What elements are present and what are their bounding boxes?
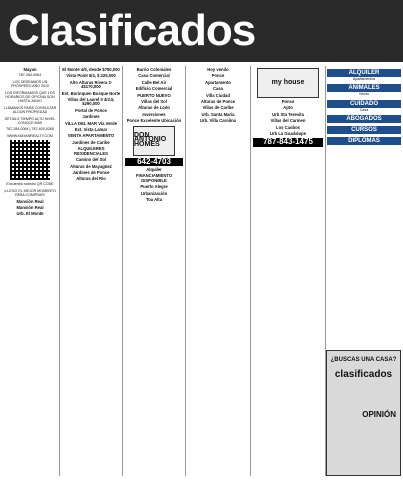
call-text: LLÁMANOS PARA CONSULTAR ALGÚN PROPIEDAD [3,105,57,115]
listing-title: Villas de Caribe [202,105,234,111]
listing-title: Edificio Comercial [135,86,173,92]
email-text[interactable]: WWW.MAYANREALTY.COM [7,133,53,138]
listing-group [61,68,121,182]
listing-title: Calle Bel Air [141,79,167,85]
listing-title: Casa [212,86,223,92]
listing-title: Hoy vendo [207,67,229,72]
brand-phone: 787-284-0064 [18,73,42,78]
column-5 [252,66,324,476]
services-text: LOS INFORMAMOS QUE LOS HORARIOS DE OFICINA SON HASTA JUNIO [5,90,55,104]
listing-title: VENTA APARTAMENTO [67,133,115,139]
promo-text: LOS DESEAMOS UN PRÓSPERO AÑO 2010 [11,79,49,89]
listing-title: Alturas del Río [76,176,106,182]
qr-code-icon [10,140,50,180]
listing-title: Jardines de Ponce [72,169,110,175]
section-header-cursos: CURSOS [327,126,401,134]
company-name: my house [271,78,305,86]
brand-name: Mayan [23,67,37,72]
listing-title: Puerto Alegre [140,184,168,190]
web-text: DETAILS TIEMPO ALTO NIVEL CONOCE MÁS [4,116,56,126]
section-header-cuidado: CUIDADO [327,100,401,108]
listing-title: Apto [283,105,293,111]
listing-title: Villa Ciudad [206,92,230,98]
footer2-text: ¡LLEGO EL MEJOR MOMENTO PARA COMPRAR! [4,188,56,198]
footer3-text: Mansión Real [16,198,44,204]
column-3 [124,66,184,476]
listing-title: Ext. Vista Lamar [74,127,108,133]
listing-title: Alturas de Ponce [200,99,236,105]
column-4 [187,66,249,476]
listing-title: FINANCIAMIENTO DISPONIBLE [135,173,173,183]
column-6 [327,66,401,348]
listing-title: Los Caobos [276,124,300,130]
phones-text: 787-284-0064 | 787-403-0265 [6,127,54,132]
listing-title: Jardines de Caribe [72,139,110,145]
listing-title: El Monte 4/5, desde $750,000 [62,67,120,72]
listing-title: Jardines [82,114,100,120]
divider [185,66,186,476]
listing-title: Villas del Sol [141,99,167,105]
listing-title: Urb Sta Teresita [272,111,304,117]
listing-title: Urb. Santa María [201,111,235,117]
listing-title: Barrio Coloniales [136,67,172,72]
column-2 [61,66,121,476]
listing-title: Apartamento [205,79,231,85]
listing-title: Ponce [211,73,225,79]
listing-title: Villas del Carmen [270,118,306,124]
listing-title: Urb La Guadalupe [269,131,307,137]
section-header-diplomas: DIPLOMAS [327,137,401,145]
listing-title: Portal de Ponce [75,107,107,113]
column-1 [2,66,58,476]
listing-title: Camino del Sol [75,157,107,163]
footer4-text: Mansión Real [16,204,44,210]
listing-text: Casa [359,107,369,112]
listing-title: Alturas de Mayagüez [70,163,112,169]
listing-title: Ponce [281,99,295,104]
listing-title: Est. Borinquen Bosque Norte [61,90,121,96]
agency-phone: 642-4703 [125,158,183,166]
listing-title: Alto Alturas Rivera 2-4$170,000 [69,79,113,90]
company-phone: 787-843-1475 [253,138,323,146]
divider [250,66,251,476]
listing-title: Alturas de Lodo [138,105,170,111]
section-header-abogados: ABOGADOS [327,115,401,123]
header-banner [0,0,403,62]
footer5-text: Urb. El Monte [16,211,44,217]
listing-title: Ponce Excelente Ubicación [126,118,182,124]
ad-logo: OPINIÓN [362,410,396,419]
footer1-text: Encuentra nuestro QR CODE [6,182,54,187]
listing-title: Inversiones [142,111,166,117]
listing-title: Villas del Laurel II 4/3.5, $290,000 [67,97,115,107]
listing-title: Toa Alta [145,197,163,203]
listing-title: Casa Comercial [138,73,170,79]
ad-title: clasificados [334,369,393,380]
listing-title: Urb. Villa Carolina [200,118,236,124]
listing-title: Urbanización [140,190,168,196]
my-house-logo-icon [257,68,319,98]
listing-title: ALQUILERES RESIDENCIALES [74,146,108,156]
divider [122,66,123,476]
ad-question: ¿BUSCAS UNA CASA? [330,357,397,363]
page-title: Clasificados [8,6,256,55]
agency-name: DON ANTONIO HOMES [134,132,167,148]
section-header-animales: ANIMALES [327,84,401,92]
listing-title: PUERTO NUEVO [137,92,171,98]
listing-title: Alquiler [146,167,162,173]
listing-title: VILLA DEL MAR Vía Verde [64,120,118,126]
section-header-alquiler: ALQUILER [327,69,401,77]
listing-text: Vendo [358,92,370,97]
classifieds-ad-box[interactable] [326,350,401,476]
divider [59,66,60,476]
listing-title: Vista Point 5/4, $ 225,000 [66,73,116,79]
house-logo-icon [133,126,175,156]
listing-text: Apartamentos [352,77,376,81]
